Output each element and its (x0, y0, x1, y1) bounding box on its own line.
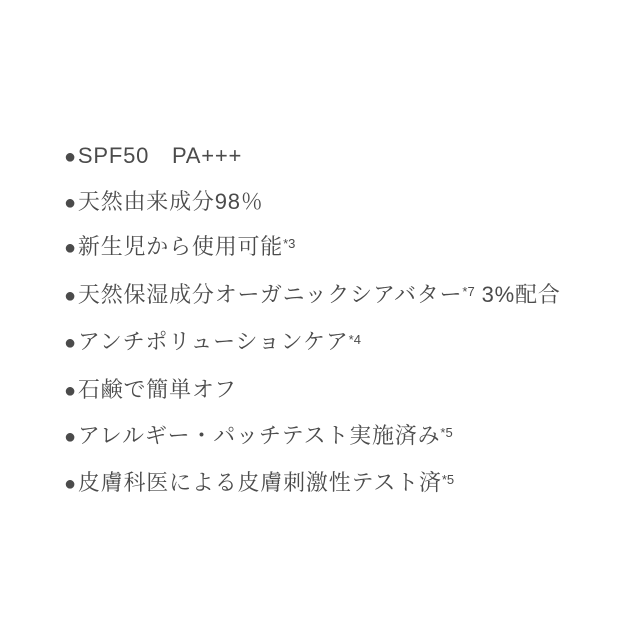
bullet-icon: ● (64, 284, 77, 307)
feature-text: 天然由来成分98％ (77, 188, 264, 214)
feature-text: 新生児から使用可能 (77, 234, 284, 260)
bullet-icon: ● (64, 379, 77, 402)
feature-item (64, 368, 561, 414)
bullet-icon: ● (64, 237, 77, 260)
footnote-marker: *5 (440, 424, 453, 440)
bullet-icon: ● (64, 425, 77, 448)
bullet-icon: ● (64, 146, 77, 168)
feature-text: 天然保湿成分オーガニックシアバター (77, 281, 463, 307)
feature-text: アンチポリューションケア (77, 329, 349, 355)
feature-text: 皮膚科医による皮膚刺激性テスト済 (77, 470, 442, 496)
footnote-marker: *7 (462, 283, 475, 299)
feature-item (64, 414, 561, 462)
feature-item (64, 225, 561, 273)
feature-item (64, 273, 561, 321)
feature-list (64, 134, 561, 509)
feature-item (64, 320, 561, 368)
feature-text: アレルギー・パッチテスト実施済み (77, 422, 441, 448)
feature-item (64, 134, 561, 180)
bullet-icon: ● (64, 191, 77, 214)
feature-item (64, 180, 561, 226)
footnote-marker: *4 (348, 331, 361, 347)
footnote-marker: *5 (441, 472, 455, 488)
bullet-icon: ● (64, 332, 77, 355)
feature-item (64, 461, 561, 509)
footnote-marker: *3 (283, 236, 296, 252)
bullet-icon: ● (64, 473, 77, 496)
feature-text: 石鹸で簡単オフ (77, 376, 237, 402)
feature-text: SPF50 PA+++ (77, 143, 243, 168)
feature-text: 3%配合 (474, 281, 561, 307)
